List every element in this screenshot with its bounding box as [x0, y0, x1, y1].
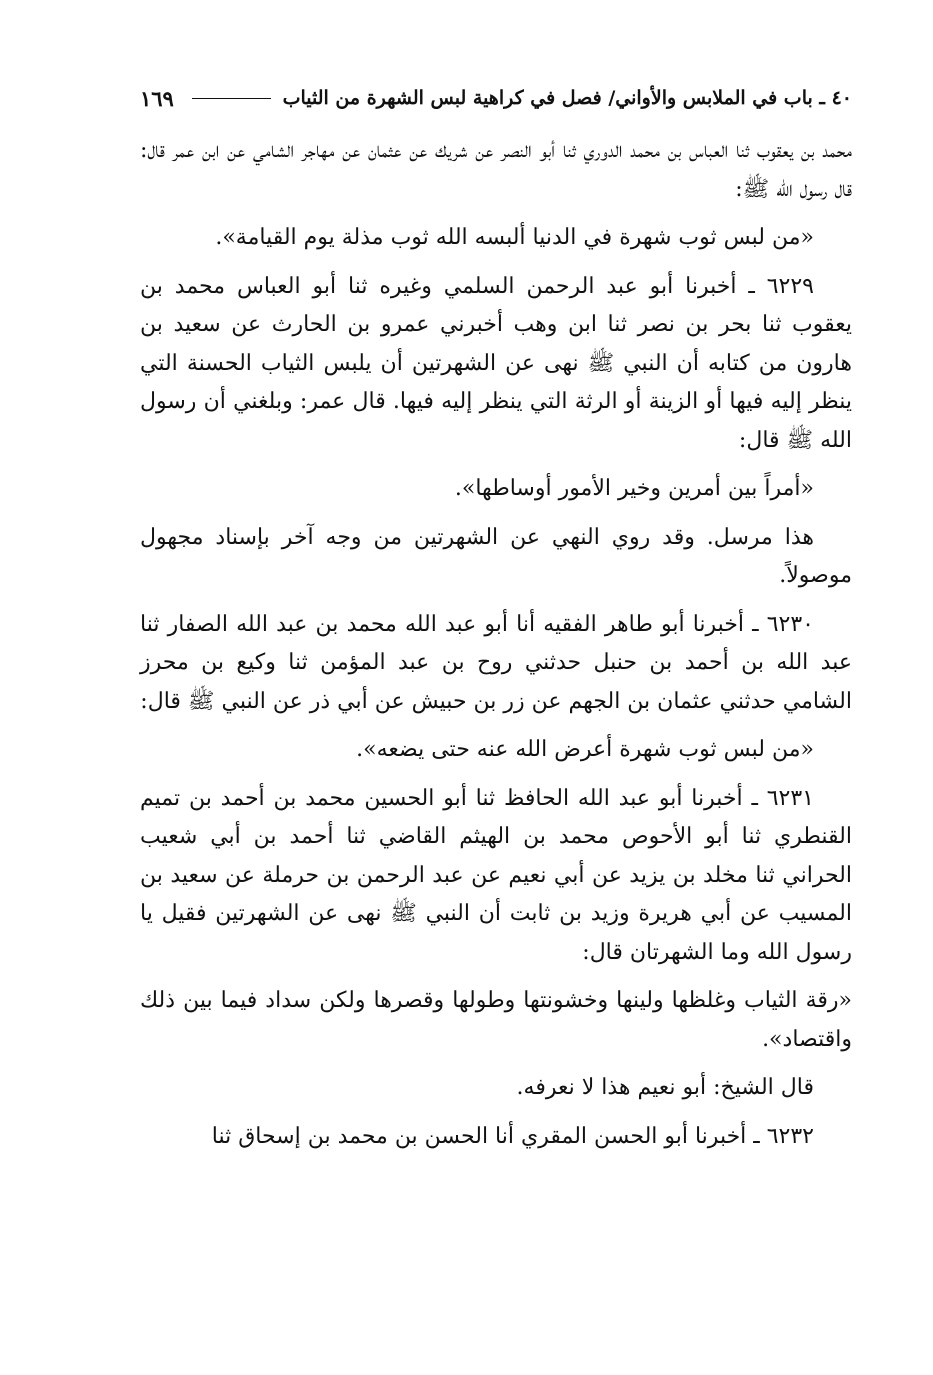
- commentary: هذا مرسل. وقد روي النهي عن الشهرتين من وجه آخر بإسناد مجهول موصولاً.: [140, 524, 852, 588]
- paragraph-chain-continuation: محمد بن يعقوب ثنا العباس بن محمد الدوري ثنا أبو النصر عن شريك عن عثمان عن مهاجر الشامي عن ابن عمر قال: قال رسول الله ﷺ:: [140, 138, 852, 202]
- narration-6229: ٦٢٢٩ ـ أخبرنا أبو عبد الرحمن السلمي وغيره ثنا أبو العباس محمد بن يعقوب ثنا بحر بن نصر ثنا ابن وهب أخبرني عمرو بن الحارث عن سعيد بن هارون من كتابه أن النبي ﷺ نهى عن الشهرتين أن يلبس الثياب الحسنة التي ينظر إليه فيها أو الزينة أو الرثة التي ينظر إليه فيها. قال عمر: وبلغني أن رسول الله ﷺ قال:: [140, 273, 852, 453]
- running-title: ٤٠ ـ باب في الملابس والأواني/ فصل في كراهية لبس الشهرة من الثياب: [282, 87, 852, 109]
- narration-6232: ٦٢٣٢ ـ أخبرنا أبو الحسن المقري أنا الحسن بن محمد بن إسحاق ثنا: [211, 1123, 814, 1149]
- narration-6230: ٦٢٣٠ ـ أخبرنا أبو طاهر الفقيه أنا أبو عبد الله محمد بن عبد الله الصفار ثنا عبد الله بن أحمد بن حنبل حدثني روح بن عبد المؤمن ثنا وكيع بن محرز الشامي حدثني عثمان بن الجهم عن زر بن حبيش عن أبي ذر عن النبي ﷺ قال:: [140, 611, 852, 714]
- page-number: ١٦٩: [140, 85, 174, 111]
- narration-6231: ٦٢٣١ ـ أخبرنا أبو عبد الله الحافظ ثنا أبو الحسين محمد بن أحمد بن تميم القنطري ثنا أبو الأحوص محمد بن الهيثم القاضي ثنا أحمد بن أبي شعيب الحراني ثنا مخلد بن يزيد عن أبي نعيم عن عبد الرحمن بن حرملة عن سعيد بن المسيب عن أبي هريرة وزيد بن ثابت أن النبي ﷺ نهى عن الشهرتين فقيل يا رسول الله وما الشهرتان قال:: [140, 785, 852, 965]
- hadith-text: «أمراً بين أمرين وخير الأمور أوساطها».: [454, 476, 814, 501]
- page-header: [140, 78, 852, 118]
- hadith-text: «من لبس ثوب شهرة في الدنيا ألبسه الله ثوب مذلة يوم القيامة».: [215, 225, 814, 250]
- hadith-text: «من لبس ثوب شهرة أعرض الله عنه حتى يضعه».: [356, 737, 814, 762]
- page-body: [140, 132, 852, 1166]
- commentary: قال الشيخ: أبو نعيم هذا لا نعرفه.: [516, 1075, 814, 1100]
- hadith-text: «رقة الثياب وغلظها ولينها وخشونتها وطولها وقصرها ولكن سداد فيما بين ذلك واقتصاد».: [140, 988, 852, 1052]
- header-rule: [192, 98, 271, 99]
